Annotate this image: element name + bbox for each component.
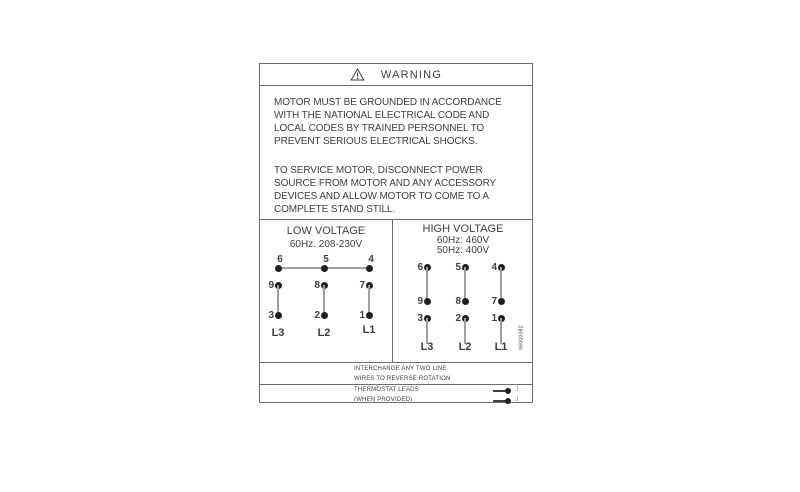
footer-top-divider [260,362,532,363]
line-label-lv-l1: L1 [362,324,376,336]
terminal-number-lv-2: 2 [314,309,320,321]
voltage-section-top-divider [260,219,532,220]
hv-wire-5-8 [464,267,466,301]
line-label-lv-l2: L2 [317,327,331,339]
terminal-number-hv-2: 2 [455,312,461,324]
terminal-dot-hv-8 [462,298,469,305]
terminal-number-lv-3: 3 [268,309,274,321]
terminal-number-hv-8: 8 [455,295,461,307]
part-number: 96000082 [518,325,525,350]
service-line-3: DEVICES AND ALLOW MOTOR TO COME TO A [274,191,489,202]
hv-wire-4-7 [500,267,502,301]
rotation-note-line-1: INTERCHANGE ANY TWO LINE [354,366,447,372]
terminal-dot-lv-4 [366,265,373,272]
high-voltage-rating-60hz: 60Hz: 460V [436,235,490,246]
terminal-number-lv-7: 7 [359,279,365,291]
line-label-lv-l3: L3 [271,327,285,339]
terminal-dot-hv-9 [424,298,431,305]
service-line-2: SOURCE FROM MOTOR AND ANY ACCESSORY [274,178,497,189]
terminal-number-lv-8: 8 [314,279,320,291]
low-voltage-title: LOW VOLTAGE [286,225,366,237]
terminal-number-lv-4: 4 [368,254,374,265]
terminal-number-hv-5: 5 [455,261,461,273]
lv-wire-7-1 [368,285,370,315]
line-label-hv-l2: L2 [458,341,472,353]
terminal-number-lv-6: 6 [277,254,283,265]
service-line-1: TO SERVICE MOTOR, DISCONNECT POWER [274,165,483,176]
grounding-line-3: LOCAL CODES BY TRAINED PERSONNEL TO [274,123,485,134]
high-voltage-rating-50hz: 50Hz: 400V [436,245,490,256]
terminal-number-hv-7: 7 [491,295,497,307]
motor-warning-label [259,63,533,403]
low-voltage-rating: 60Hz. 208-230V [289,239,363,250]
line-label-hv-l3: L3 [420,341,434,353]
thermostat-note-line-2: (WHEN PROVIDED) [354,397,413,403]
terminal-dot-hv-7 [498,298,505,305]
terminal-number-lv-5: 5 [323,254,329,265]
terminal-number-hv-3: 3 [417,312,423,324]
thermostat-lead-dot-1 [505,388,511,394]
service-warning-paragraph [274,164,496,216]
grounding-line-4: PREVENT SERIOUS ELECTRICAL SHOCKS. [274,136,478,147]
service-line-4: COMPLETE STAND STILL. [274,204,396,215]
rotation-note-line-2: WIRES TO REVERSE ROTATION [354,376,451,382]
lv-wire-9-3 [277,285,279,315]
terminal-number-hv-6: 6 [417,261,423,273]
terminal-number-hv-9: 9 [417,295,423,307]
warning-header [260,64,532,86]
terminal-dot-lv-5 [321,265,328,272]
hv-wire-6-9 [426,267,428,301]
line-label-hv-l1: L1 [494,341,508,353]
thermostat-note-line-1: THERMOSTAT LEADS [354,387,419,393]
terminal-dot-lv-1 [366,312,373,319]
high-voltage-title: HIGH VOLTAGE [422,223,504,235]
grounding-warning-paragraph [274,96,502,148]
footer-middle-divider [260,384,532,385]
grounding-line-1: MOTOR MUST BE GROUNDED IN ACCORDANCE [274,97,502,108]
terminal-number-lv-1: 1 [359,309,365,321]
thermostat-lead-label-1: J [515,386,519,393]
terminal-dot-lv-3 [275,312,282,319]
terminal-number-lv-9: 9 [268,279,274,291]
grounding-line-2: WITH THE NATIONAL ELECTRICAL CODE AND [274,110,490,121]
terminal-number-hv-4: 4 [491,261,497,273]
terminal-dot-lv-2 [321,312,328,319]
lv-wire-8-2 [323,285,325,315]
warning-title: WARNING [380,68,443,81]
terminal-dot-lv-6 [275,265,282,272]
terminal-number-hv-1: 1 [491,312,497,324]
thermostat-lead-dot-2 [505,398,511,404]
warning-triangle-icon [350,68,365,81]
thermostat-lead-label-2: J [515,396,519,403]
